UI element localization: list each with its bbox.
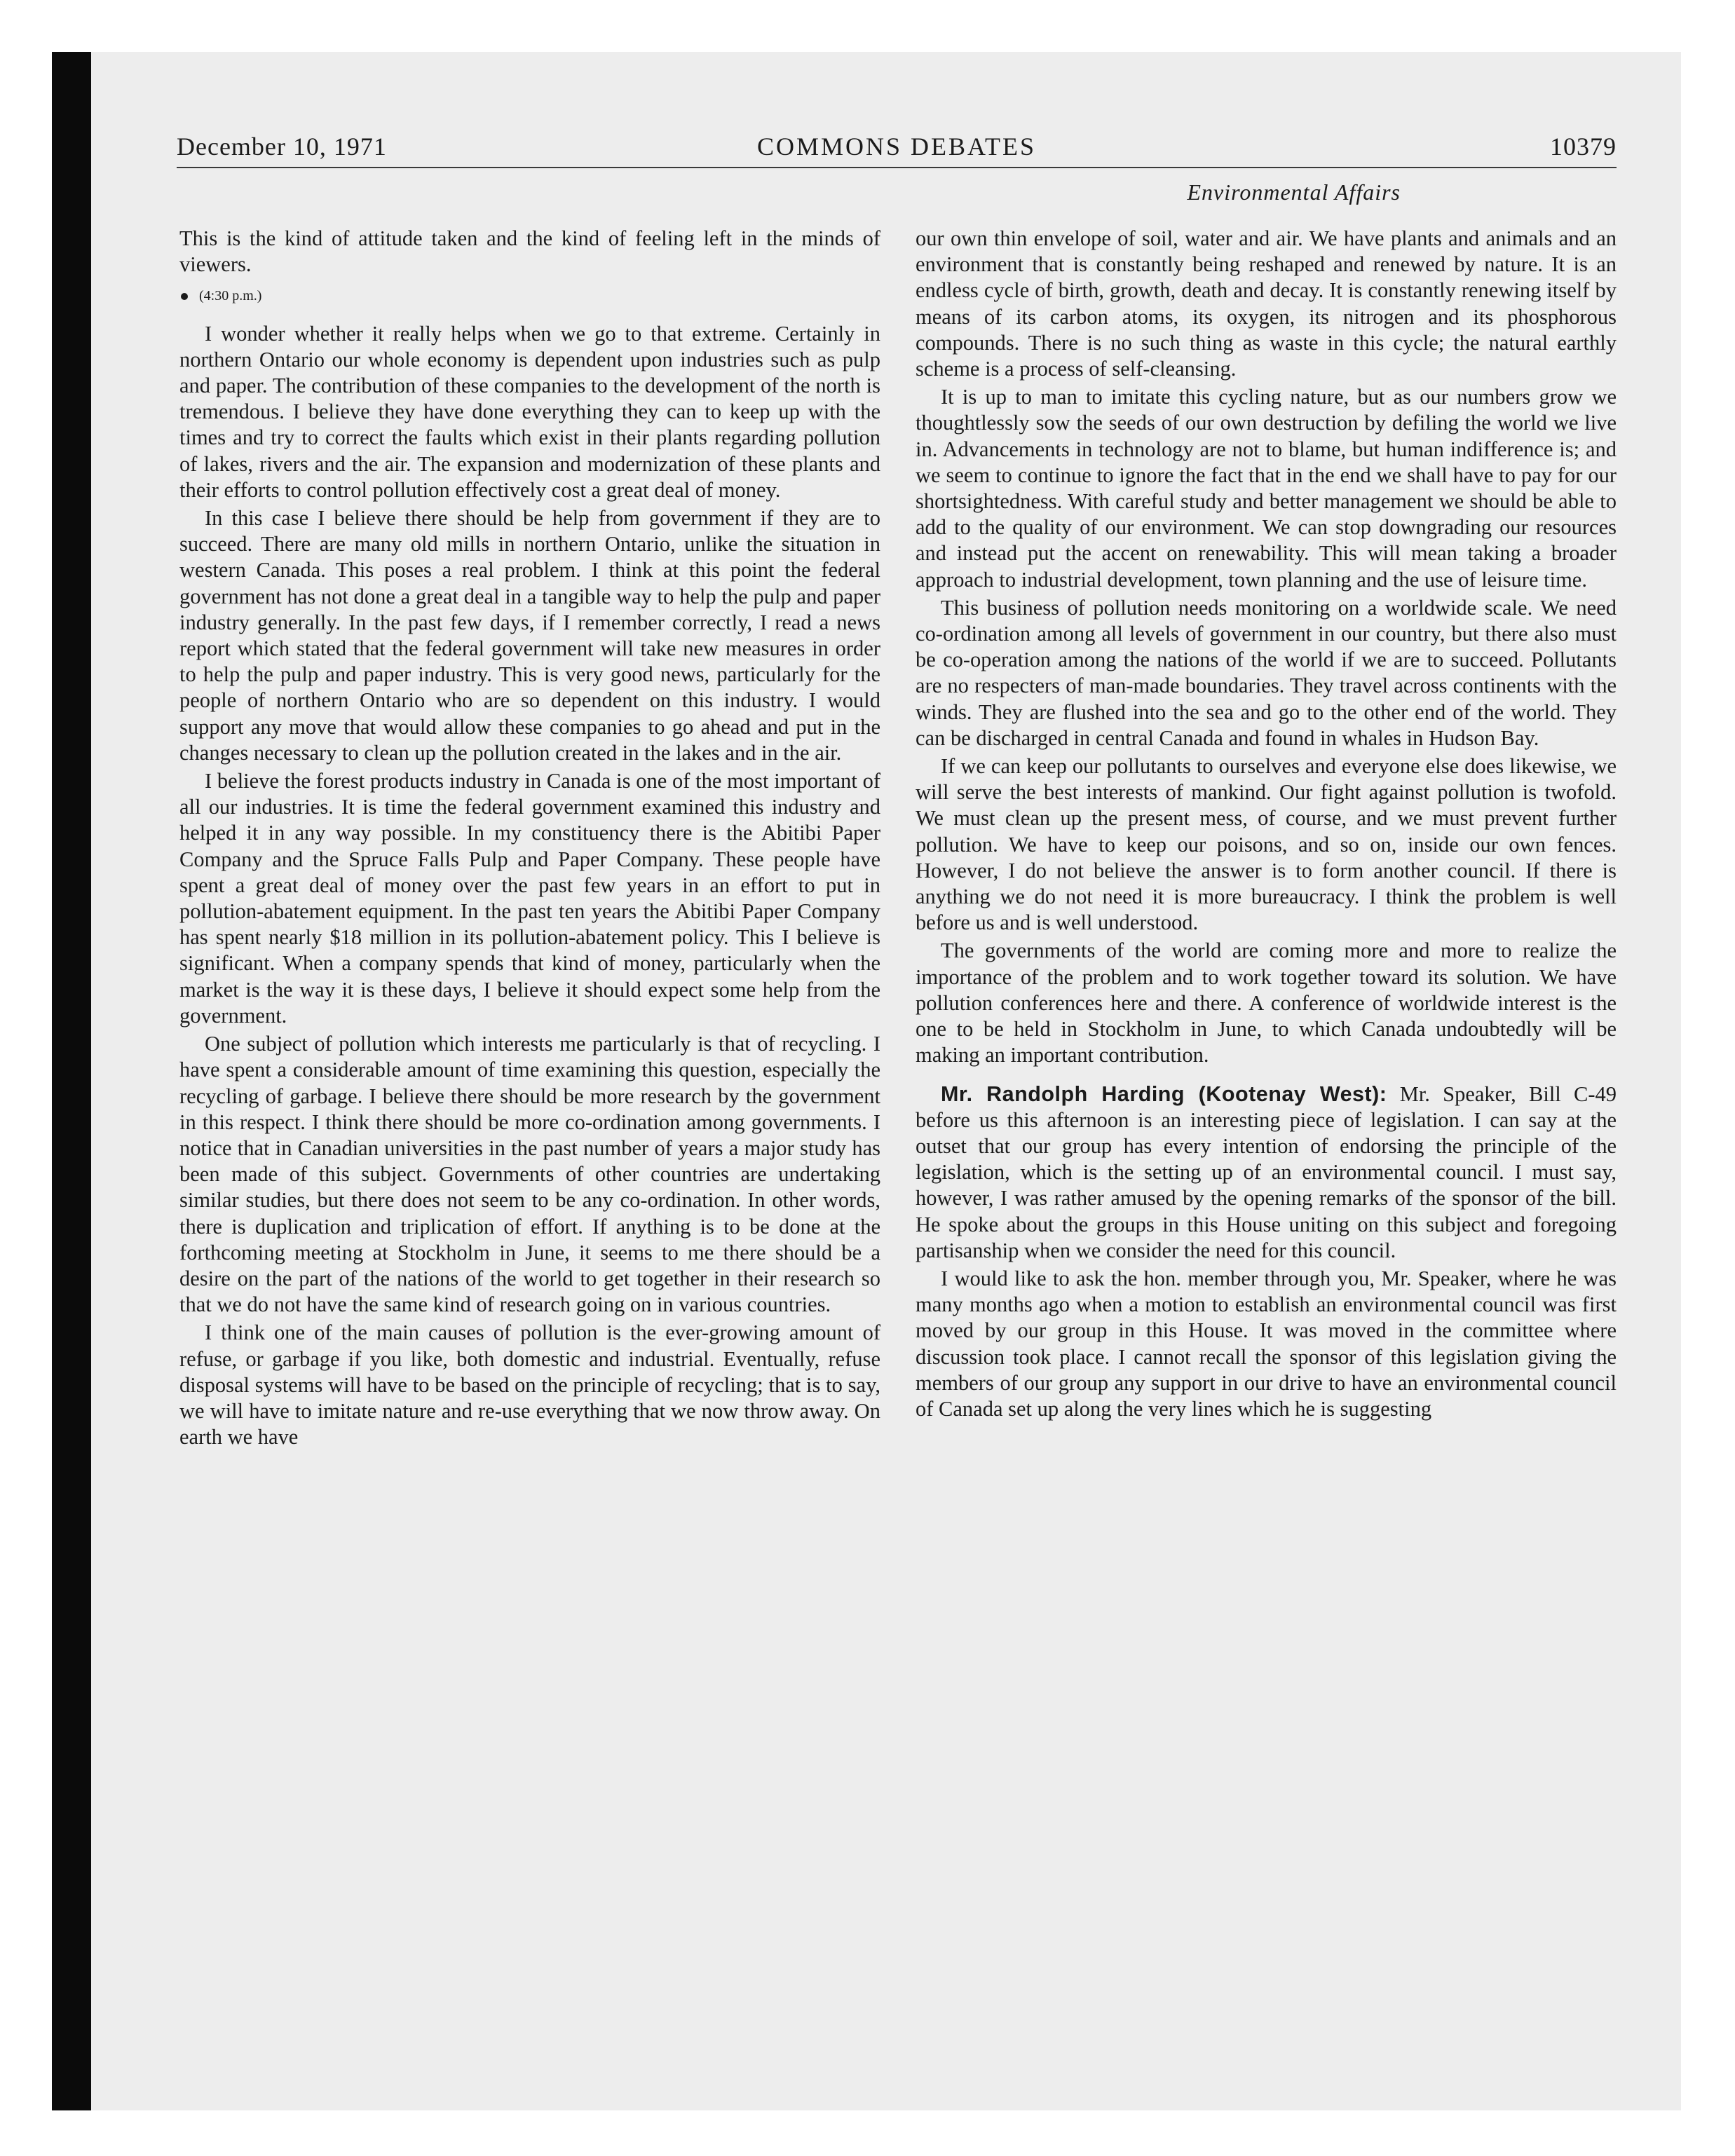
- right-column: [916, 226, 1617, 1424]
- bullet-icon: [181, 293, 188, 300]
- paragraph: I think one of the main causes of pollution is the ever-growing amount of refuse, or garbage if you like, both domestic and industrial. Eventually, refuse disposal systems will have to be based on the principle of recycling; that is to say, we will have to imitate nature and re-use everything that we now throw away. On earth we have: [179, 1321, 880, 1449]
- speaker-name: Mr. Randolph Harding (Kootenay West):: [941, 1082, 1387, 1106]
- paragraph: This business of pollution needs monitoring on a worldwide scale. We need co-ordination among all levels of government in our country, but there also must be co-operation among the nations of the world if we are to succeed. Pollutants are no respecters of man-made boundaries. They travel across continents with the winds. They are flushed into the sea and go to the other end of the world. They can be discharged in central Canada and found in whales in Hudson Bay.: [916, 595, 1617, 750]
- header-rule: [177, 167, 1617, 168]
- header-date: December 10, 1971: [177, 132, 387, 161]
- header-title: COMMONS DEBATES: [756, 132, 1037, 161]
- paragraph: I believe the forest products industry in Canada is one of the most important of all our industries. It is time the federal government examined this industry and helped it in any way possible. In my constituency there is the Abitibi Paper Company and the Spruce Falls Pulp and Paper Company. These people have spent a great deal of money over the past few years in an effort to put in pollution-abatement equipment. In the past ten years the Abitibi Paper Company has spent nearly $18 million in its pollution-abatement policy. This I believe is significant. When a company spends that kind of money, particularly when the market is the way it is these days, I believe it should expect some help from the government.: [179, 769, 880, 1028]
- paragraph: I wonder whether it really helps when we go to that extreme. Certainly in northern Ontario our whole economy is dependent upon industries such as pulp and paper. The contribution of these companies to the development of the north is tremendous. I believe they have done everything they can to keep up with the times and try to correct the faults which exist in their plants regarding pollution of lakes, rivers and the air. The expansion and modernization of these plants and their efforts to control pollution effectively cost a great deal of money.: [179, 321, 880, 502]
- paragraph: One subject of pollution which interests me particularly is that of recycling. I have spent a considerable amount of time examining this question, especially the recycling of garbage. I believe there should be more research by the government in this respect. I think there should be more co-ordination among governments. I notice that in Canadian universities in the past number of years a major study has been made of this subject. Governments of other countries are undertaking similar studies, but there does not seem to be any co-ordination. In other words, there is duplication and triplication of effort. If anything is to be done at the forthcoming meeting at Stockholm in June, it seems to me there should be a desire on the part of the nations of the world to get together in their research so that we do not have the same kind of research going on in various countries.: [179, 1032, 880, 1317]
- left-column: [179, 226, 880, 1452]
- paragraph: I would like to ask the hon. member through you, Mr. Speaker, where he was many months ago when a motion to establish an environmental council was first moved by our group in this House. It was moved in the committee where discussion took place. I cannot recall the sponsor of this legislation giving the members of our group any support in our drive to have an environmental council of Canada set up along the very lines which he is suggesting: [916, 1266, 1617, 1421]
- paragraph: In this case I believe there should be help from government if they are to succeed. There are many old mills in northern Ontario, unlike the situation in western Canada. This poses a real problem. I think at this point the federal government has not done a great deal in a tangible way to help the pulp and paper industry generally. In the past few days, if I remember correctly, I read a news report which stated that the federal government will take new measures in order to help the pulp and paper industry. This is very good news, particularly for the people of northern Ontario who are so dependent on this industry. I would support any move that would allow these companies to go ahead and put in the changes necessary to clean up the pollution created in the lakes and in the air.: [179, 506, 880, 765]
- time-marker-label: (4:30 p.m.): [199, 288, 262, 304]
- page-header: [177, 132, 1617, 167]
- speech-paragraph: [916, 1082, 1617, 1264]
- header-page-number: 10379: [1550, 132, 1617, 161]
- paragraph: The governments of the world are coming more and more to realize the importance of the problem and to work together toward its solution. We have pollution conferences here and there. A conference of worldwide interest is the one to be held in Stockholm in June, to which Canada undoubtedly will be making an important contribution.: [916, 939, 1617, 1067]
- speech-text: Mr. Speaker, Bill C-49 before us this afternoon is an interesting piece of legislation. I can say at the outset that our group has every intention of endorsing the principle of the legislation, which is the setting up of an environmental council. I must say, however, I was rather amused by the opening remarks of the sponsor of the bill. He spoke about the groups in this House uniting on this subject and foregoing partisanship when we consider the need for this council.: [916, 1082, 1617, 1262]
- section-title: Environmental Affairs: [1187, 179, 1401, 205]
- time-marker: [181, 283, 880, 309]
- binding-edge: [52, 52, 91, 2110]
- paragraph: It is up to man to imitate this cycling nature, but as our numbers grow we thoughtlessly sow the seeds of our own destruction by defiling the world we live in. Advancements in technology are not to blame, but human indifference is; and we seem to continue to ignore the fact that in the end we shall have to pay for our shortsightedness. With careful study and better management we should be able to add to the quality of our environment. We can stop downgrading our resources and instead put the accent on renewability. This will mean taking a broader approach to industrial development, town planning and the use of leisure time.: [916, 385, 1617, 592]
- paragraph: This is the kind of attitude taken and the kind of feeling left in the minds of viewers.: [179, 226, 880, 277]
- paragraph: If we can keep our pollutants to ourselves and everyone else does likewise, we will serve the best interests of mankind. Our fight against pollution is twofold. We must clean up the present mess, of course, and we must prevent further pollution. We have to keep our poisons, and so on, inside our own fences. However, I do not believe the answer is to form another council. If there is anything we do not need it is more bureaucracy. I think the problem is well before us and is well understood.: [916, 754, 1617, 935]
- paragraph: our own thin envelope of soil, water and air. We have plants and animals and an environment that is constantly being reshaped and renewed by nature. It is an endless cycle of birth, growth, death and decay. It is constantly renewing itself by means of its carbon atoms, its oxygen, its nitrogen and its phosphorous compounds. There is no such thing as waste in this cycle; the natural earthly scheme is a process of self-cleansing.: [916, 226, 1617, 381]
